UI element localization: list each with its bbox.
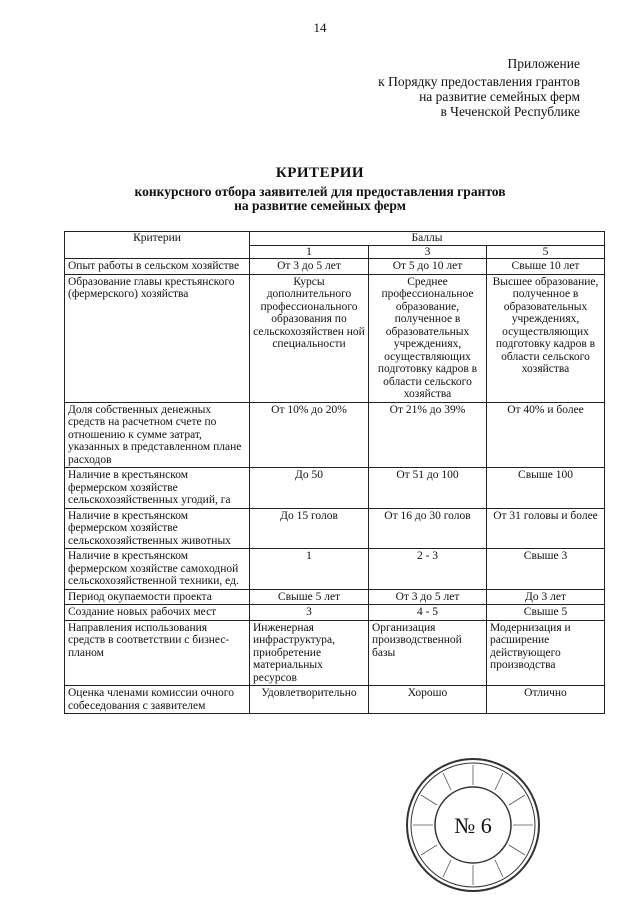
table-row <box>65 274 605 402</box>
table-row <box>65 589 605 605</box>
criterion-cell: Оценка членами комиссии очного собеседования с заявителем <box>65 686 250 714</box>
score-cell: 1 <box>250 549 369 590</box>
score-cell: Высшее образование, полученное в образовательных учреждениях, осуществляющих подготовку кадров в области сельского хозяйства <box>487 274 605 402</box>
score-cell: Свыше 5 лет <box>250 589 369 605</box>
document-subtitle <box>0 185 640 213</box>
criterion-cell: Создание новых рабочих мест <box>65 605 250 621</box>
criterion-cell: Образование главы крестьянского (фермерского) хозяйства <box>65 274 250 402</box>
seal-stamp <box>403 755 543 895</box>
score-cell: Свыше 100 <box>487 468 605 509</box>
criterion-cell: Опыт работы в сельском хозяйстве <box>65 259 250 275</box>
table-row <box>65 605 605 621</box>
appendix-block <box>378 56 580 119</box>
appendix-line: к Порядку предоставления грантов <box>378 74 580 89</box>
criteria-table <box>64 231 605 714</box>
score-cell: 4 - 5 <box>369 605 487 621</box>
appendix-line: в Чеченской Республике <box>440 104 580 119</box>
score-cell: Организация производственной базы <box>369 620 487 686</box>
table-row <box>65 468 605 509</box>
criterion-cell: Наличие в крестьянском фермерском хозяйстве самоходной сельскохозяйственной техники, ед. <box>65 549 250 590</box>
score-cell: 3 <box>250 605 369 621</box>
page-number: 14 <box>313 20 327 35</box>
header-criteria: Критерии <box>65 232 250 259</box>
criterion-cell: Период окупаемости проекта <box>65 589 250 605</box>
stamp-number: № 6 <box>454 813 492 838</box>
header-point-value: 3 <box>369 245 487 259</box>
score-cell: От 16 до 30 голов <box>369 508 487 549</box>
score-cell: Свыше 3 <box>487 549 605 590</box>
score-cell: 2 - 3 <box>369 549 487 590</box>
appendix-line: на развитие семейных ферм <box>419 89 580 104</box>
appendix-title: Приложение <box>507 56 580 71</box>
table-row <box>65 549 605 590</box>
score-cell: До 3 лет <box>487 589 605 605</box>
table-row <box>65 259 605 275</box>
score-cell: Удовлетворительно <box>250 686 369 714</box>
score-cell: От 40% и более <box>487 402 605 468</box>
subtitle-line: на развитие семейных ферм <box>234 198 406 213</box>
subtitle-line: конкурсного отбора заявителей для предоставления грантов <box>134 184 506 199</box>
score-cell: Свыше 10 лет <box>487 259 605 275</box>
header-points: Баллы <box>250 232 605 246</box>
table-row <box>65 620 605 686</box>
header-point-value: 1 <box>250 245 369 259</box>
score-cell: До 15 голов <box>250 508 369 549</box>
score-cell: Отлично <box>487 686 605 714</box>
score-cell: Среднее профессиональное образование, полученное в образовательных учреждениях, осуществляющих подготовку кадров в области сельского хозяйства <box>369 274 487 402</box>
score-cell: От 51 до 100 <box>369 468 487 509</box>
score-cell: Инженерная инфраструктура, приобретение материальных ресурсов <box>250 620 369 686</box>
score-cell: Хорошо <box>369 686 487 714</box>
table-row <box>65 508 605 549</box>
score-cell: От 3 до 5 лет <box>369 589 487 605</box>
score-cell: От 5 до 10 лет <box>369 259 487 275</box>
table-row <box>65 402 605 468</box>
score-cell: От 31 головы и более <box>487 508 605 549</box>
score-cell: Курсы дополнительного профессионального образования по сельскохозяйствен ной специальности <box>250 274 369 402</box>
score-cell: Свыше 5 <box>487 605 605 621</box>
document-title: КРИТЕРИИ <box>275 165 365 181</box>
score-cell: От 21% до 39% <box>369 402 487 468</box>
score-cell: Модернизация и расширение действующего производства <box>487 620 605 686</box>
criterion-cell: Наличие в крестьянском фермерском хозяйстве сельскохозяйственных угодий, га <box>65 468 250 509</box>
header-point-value: 5 <box>487 245 605 259</box>
criterion-cell: Наличие в крестьянском фермерском хозяйстве сельскохозяйственных животных <box>65 508 250 549</box>
score-cell: От 3 до 5 лет <box>250 259 369 275</box>
score-cell: От 10% до 20% <box>250 402 369 468</box>
criteria-table-body <box>65 259 605 714</box>
criterion-cell: Направления использования средств в соответствии с бизнес-планом <box>65 620 250 686</box>
table-row <box>65 686 605 714</box>
criterion-cell: Доля собственных денежных средств на расчетном счете по отношению к сумме затрат, указанных в представленном плане расходов <box>65 402 250 468</box>
score-cell: До 50 <box>250 468 369 509</box>
